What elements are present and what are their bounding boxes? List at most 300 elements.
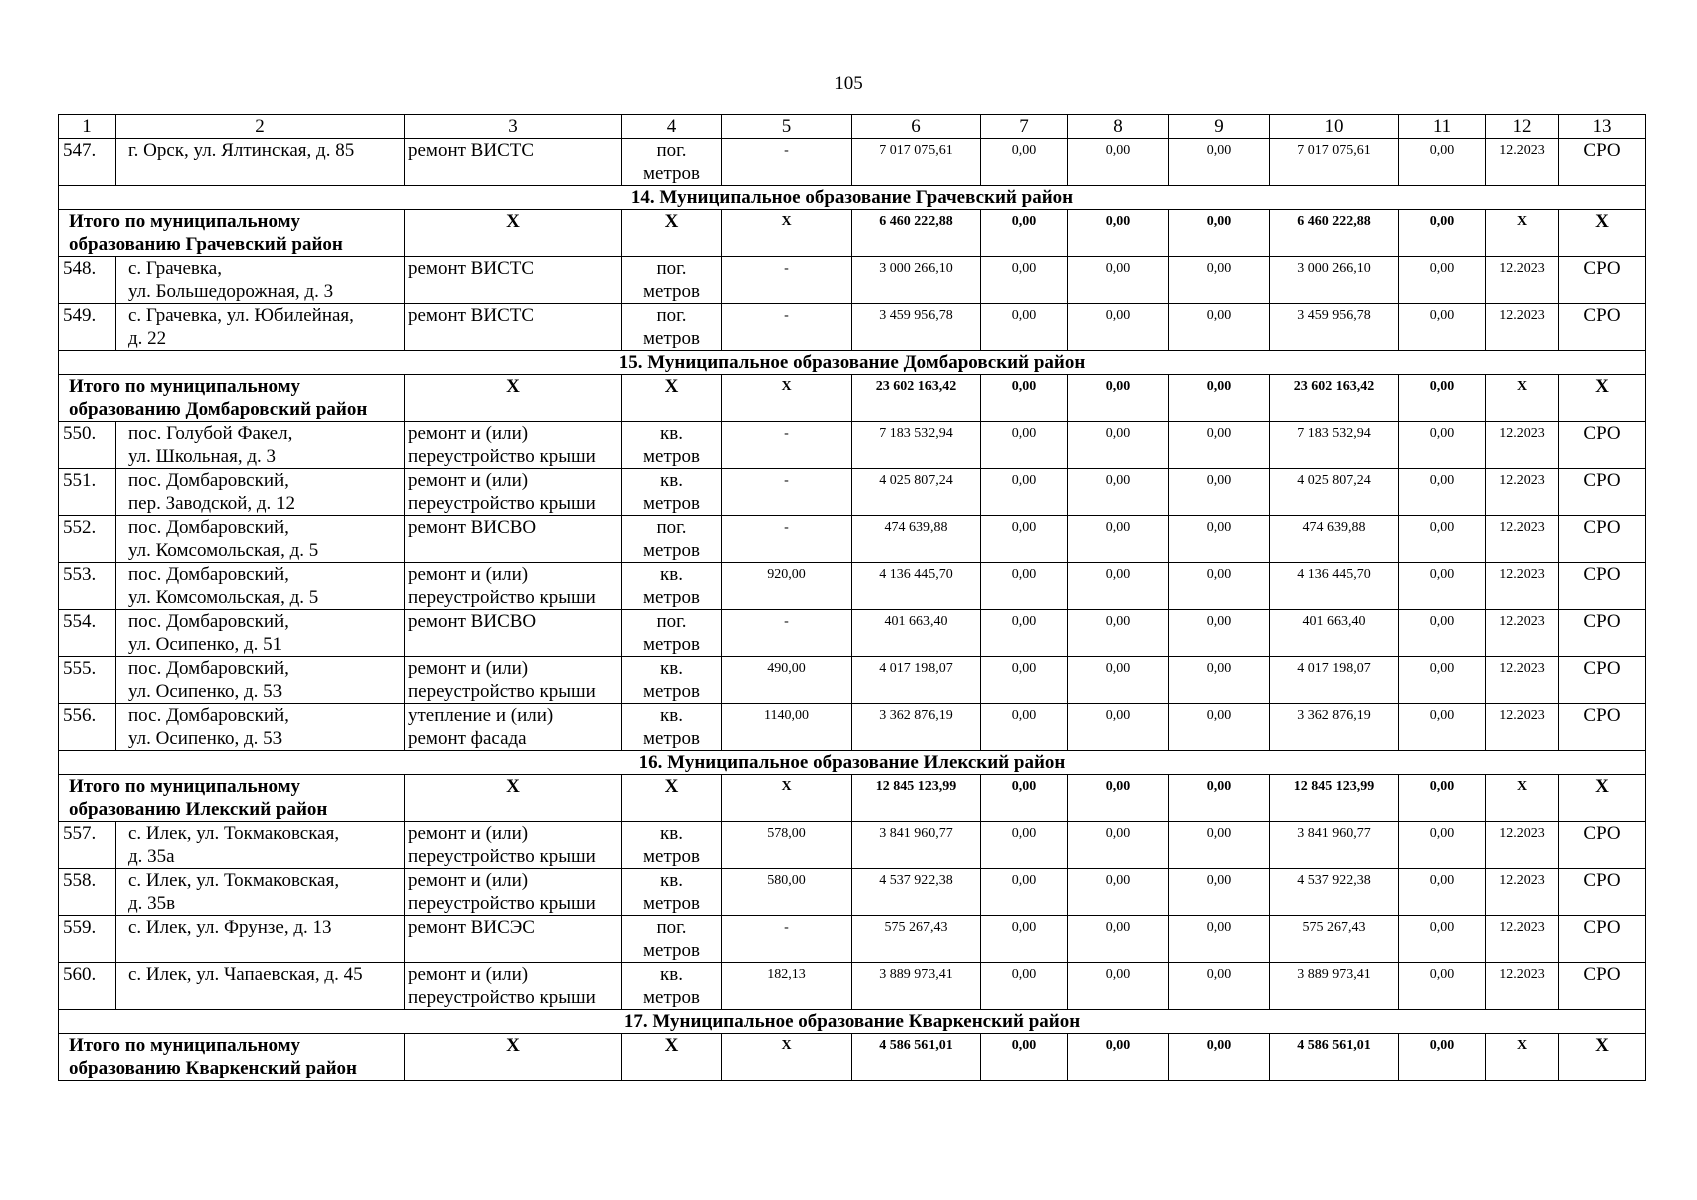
other-cell [1399,704,1486,751]
cost-total-cell-text: 575 267,43 [884,920,948,935]
unit-cell-text: кв. [660,564,683,585]
address-cell [116,963,405,1010]
address-cell-text: пос. Домбаровский, [128,611,289,632]
work-type-cell [405,704,622,751]
regional-cell-text: 0,00 [1105,308,1131,323]
owners-cell [1270,516,1399,563]
volume-cell-text: 580,00 [767,873,806,888]
deadline-cell-text: 12.2023 [1499,308,1545,323]
other-cell-text: 0,00 [1429,261,1455,276]
fund-cell-text: 0,00 [1011,920,1037,935]
total-other-text: 0,00 [1429,214,1455,229]
fund-cell [981,657,1068,704]
total-operator-text: X [1595,376,1609,397]
address-cell [116,304,405,351]
column-header-4 [622,115,722,139]
work-type-cell [405,139,622,186]
other-cell-text: 0,00 [1429,826,1455,841]
total-col5 [722,1034,852,1081]
total-deadline [1486,1034,1559,1081]
other-cell-text: 0,00 [1429,520,1455,535]
cost-total-cell [852,869,981,916]
other-cell-text: 0,00 [1429,661,1455,676]
regional-cell-text: 0,00 [1105,708,1131,723]
local-cell-text: 0,00 [1206,920,1232,935]
total-col4 [622,775,722,822]
work-type-cell-text: переустройство крыши [408,846,596,867]
row-number-text: 558. [63,870,97,891]
deadline-cell-text: 12.2023 [1499,873,1545,888]
other-cell [1399,304,1486,351]
unit-cell-text: метров [643,328,700,349]
total-local-text: 0,00 [1206,214,1232,229]
operator-cell [1559,469,1646,516]
volume-cell-text: 578,00 [767,826,806,841]
total-fund [981,210,1068,257]
table-row [59,704,1646,751]
regional-cell [1068,563,1169,610]
deadline-cell [1486,610,1559,657]
deadline-cell [1486,422,1559,469]
volume-cell-text: - [784,143,789,158]
section-title [59,751,1646,775]
owners-cell [1270,139,1399,186]
operator-cell-text: СРО [1583,705,1621,726]
section-heading-row [59,351,1646,375]
fund-cell-text: 0,00 [1011,567,1037,582]
cost-total-cell-text: 4 136 445,70 [879,567,953,582]
local-cell-text: 0,00 [1206,426,1232,441]
work-type-cell-text: ремонт ВИСТС [408,305,535,326]
fund-cell [981,869,1068,916]
total-deadline-text: X [1516,779,1528,794]
deadline-cell-text: 12.2023 [1499,661,1545,676]
volume-cell-text: 920,00 [767,567,806,582]
other-cell [1399,916,1486,963]
volume-cell [722,139,852,186]
work-type-cell [405,304,622,351]
row-number [59,422,116,469]
regional-cell-text: 0,00 [1105,143,1131,158]
deadline-cell [1486,657,1559,704]
cost-total-cell [852,469,981,516]
total-col5 [722,375,852,422]
local-cell [1169,257,1270,304]
row-number [59,304,116,351]
fund-cell-text: 0,00 [1011,614,1037,629]
other-cell-text: 0,00 [1429,143,1455,158]
volume-cell-text: - [784,473,789,488]
work-type-cell-text: ремонт и (или) [408,564,529,585]
total-row [59,775,1646,822]
local-cell [1169,822,1270,869]
regional-cell-text: 0,00 [1105,473,1131,488]
column-header-1 [59,115,116,139]
operator-cell-text: СРО [1583,611,1621,632]
row-number [59,963,116,1010]
owners-cell-text: 7 183 532,94 [1297,426,1371,441]
regional-cell-text: 0,00 [1105,967,1131,982]
total-col5-text: X [781,1038,792,1053]
operator-cell [1559,422,1646,469]
operator-cell-text: СРО [1583,870,1621,891]
work-type-cell [405,257,622,304]
deadline-cell [1486,469,1559,516]
volume-cell-text: - [784,520,789,535]
cost-total-cell-text: 3 000 266,10 [879,261,953,276]
regional-cell [1068,657,1169,704]
owners-cell-text: 3 362 876,19 [1297,708,1371,723]
cost-total-cell [852,822,981,869]
unit-cell-text: пог. [656,611,687,632]
regional-cell [1068,139,1169,186]
regional-cell [1068,704,1169,751]
operator-cell [1559,139,1646,186]
volume-cell [722,916,852,963]
total-fund-text: 0,00 [1011,379,1037,394]
unit-cell [622,963,722,1010]
total-regional [1068,210,1169,257]
total-col3 [405,775,622,822]
unit-cell [622,916,722,963]
other-cell [1399,563,1486,610]
operator-cell [1559,304,1646,351]
address-cell [116,704,405,751]
local-cell-text: 0,00 [1206,826,1232,841]
work-type-cell-text: ремонт и (или) [408,823,529,844]
total-operator-text: X [1595,211,1609,232]
total-col4-text: X [664,776,679,797]
local-cell [1169,469,1270,516]
table-row [59,139,1646,186]
work-type-cell [405,916,622,963]
deadline-cell-text: 12.2023 [1499,520,1545,535]
owners-cell [1270,257,1399,304]
deadline-cell-text: 12.2023 [1499,473,1545,488]
volume-cell [722,469,852,516]
address-cell-text: д. 35а [128,846,175,867]
regional-cell-text: 0,00 [1105,661,1131,676]
owners-cell-text: 3 000 266,10 [1297,261,1371,276]
column-header-6 [852,115,981,139]
owners-cell [1270,610,1399,657]
column-header-10-text: 10 [1324,116,1344,137]
volume-cell [722,963,852,1010]
deadline-cell [1486,139,1559,186]
cost-total-cell-text: 4 025 807,24 [879,473,953,488]
regional-cell-text: 0,00 [1105,614,1131,629]
fund-cell [981,304,1068,351]
total-label [59,775,405,822]
total-label-text: Итого по муниципальному [69,776,301,797]
total-fund [981,775,1068,822]
total-label [59,210,405,257]
volume-cell [722,257,852,304]
owners-cell-text: 4 136 445,70 [1297,567,1371,582]
total-row [59,1034,1646,1081]
total-owners [1270,775,1399,822]
address-cell [116,916,405,963]
total-cost [852,1034,981,1081]
local-cell [1169,610,1270,657]
volume-cell [722,704,852,751]
volume-cell [722,516,852,563]
fund-cell [981,516,1068,563]
total-regional [1068,1034,1169,1081]
owners-cell [1270,304,1399,351]
owners-cell [1270,469,1399,516]
total-col3-text: X [506,376,520,397]
work-type-cell [405,516,622,563]
row-number-text: 559. [63,917,97,938]
unit-cell-text: пог. [656,258,687,279]
fund-cell-text: 0,00 [1011,426,1037,441]
regional-cell-text: 0,00 [1105,567,1131,582]
total-col4 [622,210,722,257]
other-cell [1399,139,1486,186]
table-body [59,115,1646,1081]
deadline-cell [1486,869,1559,916]
unit-cell-text: метров [643,493,700,514]
total-col3 [405,375,622,422]
header-row [59,115,1646,139]
section-title [59,1010,1646,1034]
regional-cell [1068,304,1169,351]
other-cell [1399,610,1486,657]
address-cell [116,822,405,869]
deadline-cell [1486,822,1559,869]
volume-cell-text: - [784,920,789,935]
unit-cell-text: кв. [660,470,683,491]
operator-cell [1559,516,1646,563]
local-cell-text: 0,00 [1206,520,1232,535]
work-type-cell-text: ремонт фасада [408,728,527,749]
other-cell [1399,422,1486,469]
row-number [59,657,116,704]
total-col3 [405,210,622,257]
address-cell-text: ул. Школьная, д. 3 [128,446,276,467]
fund-cell-text: 0,00 [1011,520,1037,535]
row-number [59,257,116,304]
total-other-text: 0,00 [1429,379,1455,394]
cost-total-cell-text: 401 663,40 [884,614,948,629]
operator-cell [1559,610,1646,657]
total-regional-text: 0,00 [1105,214,1131,229]
fund-cell [981,963,1068,1010]
address-cell-text: ул. Большедорожная, д. 3 [128,281,334,302]
total-col5-text: X [781,379,792,394]
deadline-cell [1486,257,1559,304]
row-number-text: 555. [63,658,97,679]
unit-cell-text: метров [643,587,700,608]
deadline-cell [1486,704,1559,751]
owners-cell-text: 7 017 075,61 [1297,143,1371,158]
fund-cell [981,916,1068,963]
cost-total-cell [852,139,981,186]
other-cell-text: 0,00 [1429,614,1455,629]
column-header-13-text: 13 [1592,116,1612,137]
local-cell [1169,963,1270,1010]
address-cell-text: с. Илек, ул. Токмаковская, [128,823,340,844]
unit-cell-text: метров [643,540,700,561]
unit-cell-text: метров [643,940,700,961]
total-row [59,375,1646,422]
local-cell [1169,704,1270,751]
work-type-cell-text: ремонт ВИСВО [408,611,537,632]
total-operator [1559,375,1646,422]
local-cell [1169,916,1270,963]
row-number-text: 553. [63,564,97,585]
deadline-cell [1486,916,1559,963]
table-row [59,657,1646,704]
volume-cell [722,869,852,916]
total-regional-text: 0,00 [1105,1038,1131,1053]
volume-cell-text: - [784,426,789,441]
total-local [1169,375,1270,422]
unit-cell-text: метров [643,681,700,702]
address-cell-text: пос. Домбаровский, [128,517,289,538]
work-type-cell [405,422,622,469]
operator-cell-text: СРО [1583,823,1621,844]
address-cell-text: ул. Комсомольская, д. 5 [128,587,319,608]
row-number [59,563,116,610]
column-header-9-text: 9 [1214,116,1224,137]
unit-cell-text: пог. [656,917,687,938]
owners-cell [1270,869,1399,916]
other-cell [1399,257,1486,304]
work-type-cell-text: переустройство крыши [408,987,596,1008]
row-number-text: 557. [63,823,97,844]
unit-cell-text: пог. [656,305,687,326]
total-deadline [1486,375,1559,422]
unit-cell-text: кв. [660,423,683,444]
section-heading-row [59,186,1646,210]
regional-cell [1068,422,1169,469]
row-number [59,610,116,657]
address-cell [116,610,405,657]
owners-cell-text: 4 537 922,38 [1297,873,1371,888]
work-type-cell-text: ремонт и (или) [408,470,529,491]
address-cell-text: д. 22 [128,328,167,349]
regional-cell [1068,916,1169,963]
row-number [59,516,116,563]
table-row [59,822,1646,869]
work-type-cell-text: ремонт и (или) [408,964,529,985]
unit-cell [622,610,722,657]
fund-cell-text: 0,00 [1011,661,1037,676]
operator-cell [1559,822,1646,869]
deadline-cell-text: 12.2023 [1499,567,1545,582]
total-row [59,210,1646,257]
total-other [1399,775,1486,822]
row-number-text: 554. [63,611,97,632]
unit-cell [622,869,722,916]
address-cell-text: ул. Осипенко, д. 53 [128,681,283,702]
total-label [59,375,405,422]
column-header-7 [981,115,1068,139]
total-label-text: Итого по муниципальному [69,376,301,397]
unit-cell [622,822,722,869]
volume-cell-text: - [784,614,789,629]
section-title [59,186,1646,210]
other-cell [1399,963,1486,1010]
unit-cell [622,304,722,351]
column-header-8 [1068,115,1169,139]
operator-cell [1559,963,1646,1010]
row-number [59,869,116,916]
total-deadline-text: X [1516,379,1528,394]
cost-total-cell-text: 3 889 973,41 [879,967,953,982]
address-cell [116,257,405,304]
unit-cell-text: кв. [660,870,683,891]
unit-cell-text: кв. [660,964,683,985]
total-deadline [1486,210,1559,257]
work-type-cell-text: ремонт ВИСТС [408,258,535,279]
unit-cell [622,704,722,751]
row-number [59,139,116,186]
volume-cell-text: 490,00 [767,661,806,676]
local-cell-text: 0,00 [1206,873,1232,888]
other-cell-text: 0,00 [1429,967,1455,982]
address-cell [116,563,405,610]
work-type-cell-text: переустройство крыши [408,446,596,467]
column-header-3 [405,115,622,139]
unit-cell-text: метров [643,634,700,655]
work-type-cell-text: ремонт ВИСТС [408,140,535,161]
row-number [59,822,116,869]
operator-cell [1559,257,1646,304]
cost-total-cell-text: 3 362 876,19 [879,708,953,723]
column-header-5 [722,115,852,139]
other-cell [1399,822,1486,869]
other-cell-text: 0,00 [1429,308,1455,323]
total-col3-text: X [506,211,520,232]
owners-cell-text: 3 459 956,78 [1297,308,1371,323]
table-row [59,563,1646,610]
total-label-text: образованию Кваркенский район [69,1058,357,1079]
table-row [59,257,1646,304]
address-cell-text: пос. Голубой Факел, [128,423,293,444]
fund-cell-text: 0,00 [1011,967,1037,982]
volume-cell-text: - [784,308,789,323]
operator-cell [1559,704,1646,751]
total-other [1399,375,1486,422]
page-number: 105 [834,73,863,94]
total-regional [1068,775,1169,822]
unit-cell-text: метров [643,987,700,1008]
cost-total-cell [852,563,981,610]
address-cell-text: с. Грачевка, [128,258,222,279]
address-cell [116,469,405,516]
work-type-cell [405,963,622,1010]
address-cell-text: г. Орск, ул. Ялтинская, д. 85 [128,140,355,161]
local-cell-text: 0,00 [1206,661,1232,676]
total-label-text: образованию Илекский район [69,799,328,820]
local-cell [1169,869,1270,916]
table-row [59,869,1646,916]
row-number [59,916,116,963]
local-cell [1169,304,1270,351]
total-fund-text: 0,00 [1011,1038,1037,1053]
cost-total-cell-text: 3 459 956,78 [879,308,953,323]
total-regional-text: 0,00 [1105,779,1131,794]
volume-cell [722,657,852,704]
deadline-cell [1486,563,1559,610]
total-label-text: Итого по муниципальному [69,1035,301,1056]
table-row [59,516,1646,563]
operator-cell-text: СРО [1583,423,1621,444]
work-type-cell [405,869,622,916]
